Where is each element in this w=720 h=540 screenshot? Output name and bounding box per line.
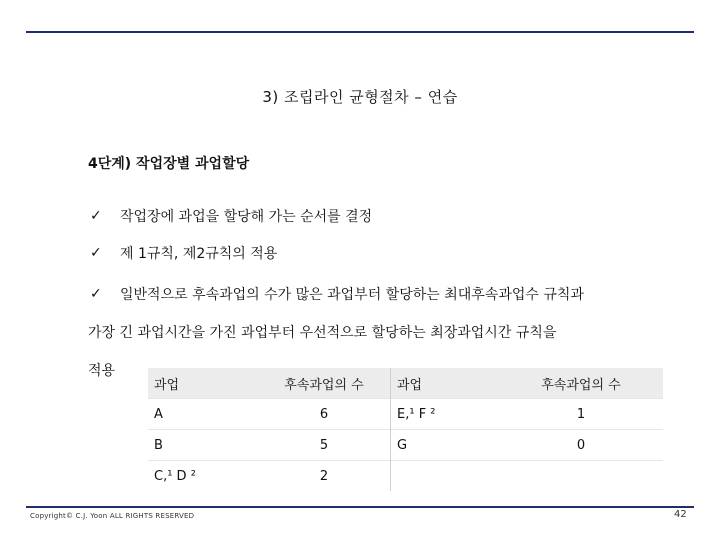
header-successor-count: 후속과업의 수	[258, 368, 391, 399]
top-rule	[26, 31, 694, 33]
page-number: 42	[674, 509, 687, 520]
table-cell: E,¹ F ²	[391, 399, 500, 430]
bullet-item	[90, 243, 277, 263]
table-header-row	[148, 368, 663, 399]
header-successor-count: 후속과업의 수	[499, 368, 663, 399]
header-task: 과업	[391, 368, 500, 399]
bullet-text: 제 1규칙, 제2규칙의 적용	[120, 246, 278, 262]
table-cell: 5	[258, 430, 391, 461]
bullet-text: 일반적으로 후속과업의 수가 많은 과업부터 할당하는 최대후속과업수 규칙과	[120, 287, 584, 303]
header-task: 과업	[148, 368, 258, 399]
table-cell: 0	[499, 430, 663, 461]
checkmark-icon: ✓	[90, 245, 102, 261]
table-cell: 6	[258, 399, 391, 430]
step-subtitle: 4단계) 작업장별 과업할당	[88, 156, 250, 172]
table-cell: C,¹ D ²	[148, 461, 258, 492]
table-row	[148, 461, 663, 492]
checkmark-icon: ✓	[90, 286, 102, 302]
table-row	[148, 430, 663, 461]
slide-title: 3) 조립라인 균형절차 – 연습	[262, 88, 458, 106]
table-cell: 1	[499, 399, 663, 430]
paragraph-line: 적용	[88, 363, 116, 379]
bullet-item	[90, 206, 372, 226]
table-cell: 2	[258, 461, 391, 492]
copyright-notice: Copyright© C.J. Yoon ALL RIGHTS RESERVED	[30, 512, 195, 520]
bullet-item	[90, 284, 584, 304]
checkmark-icon: ✓	[90, 208, 102, 224]
bottom-rule	[26, 506, 694, 508]
table-cell	[391, 461, 500, 492]
bullet-text: 작업장에 과업을 할당해 가는 순서를 결정	[120, 209, 373, 225]
table-cell: A	[148, 399, 258, 430]
table-cell: G	[391, 430, 500, 461]
task-table	[148, 368, 663, 491]
table-row	[148, 399, 663, 430]
table-cell: B	[148, 430, 258, 461]
table-cell	[499, 461, 663, 492]
paragraph-line: 가장 긴 과업시간을 가진 과업부터 우선적으로 할당하는 최장과업시간 규칙을	[88, 325, 557, 341]
